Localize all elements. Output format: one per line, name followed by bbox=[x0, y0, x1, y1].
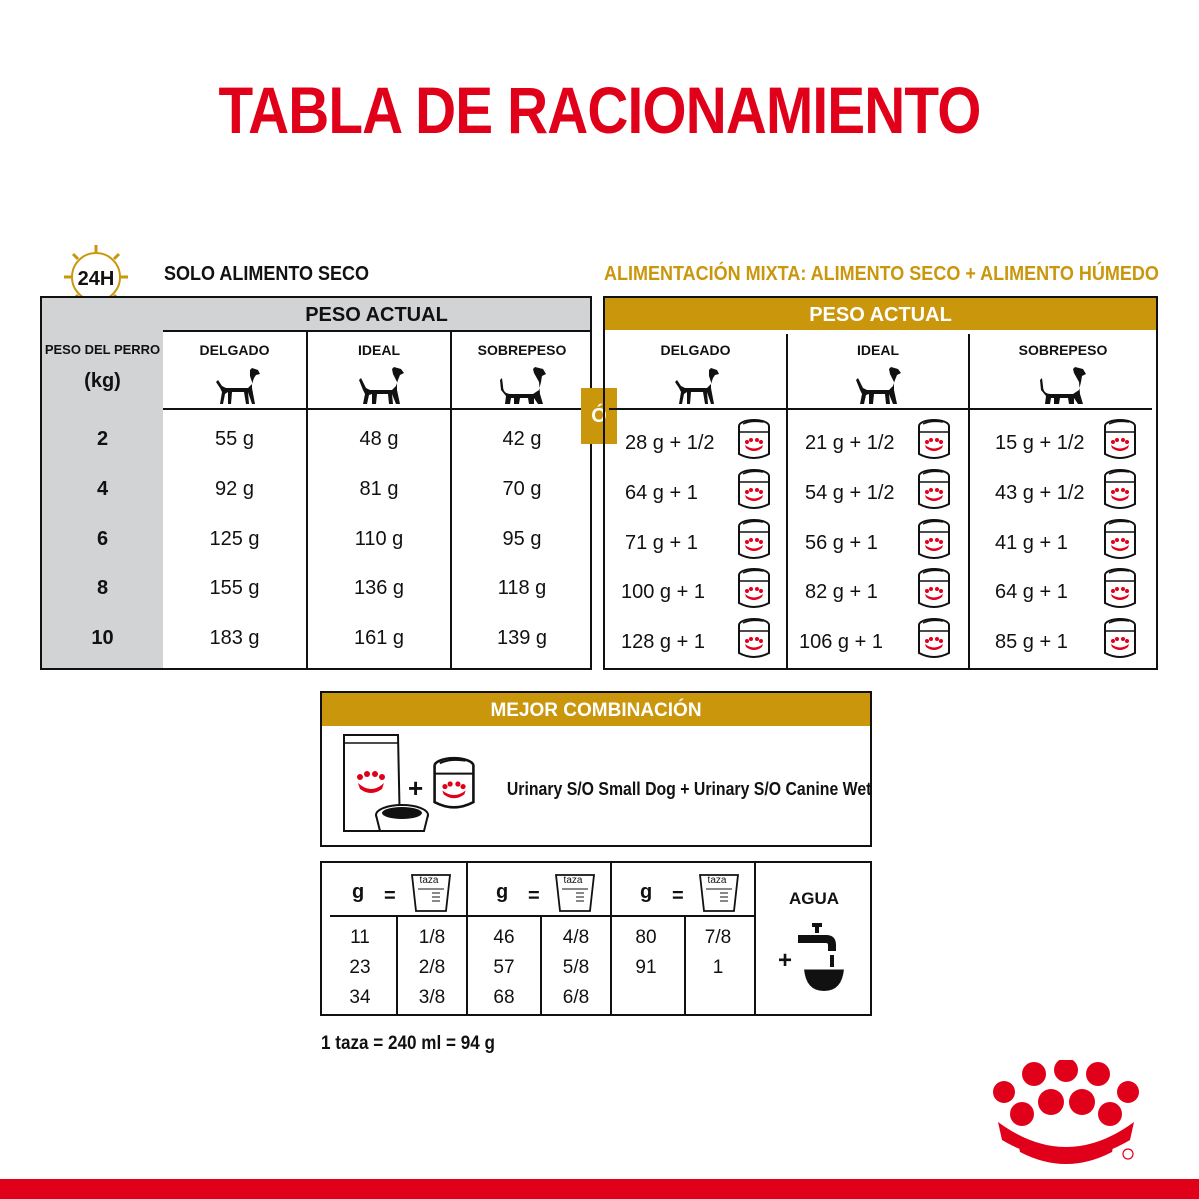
dry-value: 55 g bbox=[215, 428, 254, 450]
dry-value: 155 g bbox=[209, 577, 260, 599]
weight-kg: 8 bbox=[96, 577, 109, 599]
overweight-dog-icon bbox=[497, 364, 549, 406]
cup-conversion-table bbox=[320, 861, 872, 1016]
mixed-food-table bbox=[603, 296, 1158, 670]
dry-value: 183 g bbox=[209, 627, 260, 649]
dry-heading: SOLO ALIMENTO SECO bbox=[164, 263, 370, 285]
mixed-value: 43 g + 1/2 bbox=[995, 482, 1085, 504]
dry-food-table bbox=[40, 296, 592, 670]
wet-can-icon bbox=[737, 518, 771, 562]
mixed-value: 15 g + 1/2 bbox=[995, 432, 1085, 454]
cups-value: 4/8 bbox=[562, 927, 590, 948]
wet-can-icon bbox=[1103, 468, 1137, 512]
grams-value: 68 bbox=[493, 987, 515, 1008]
wet-can-icon bbox=[432, 755, 476, 813]
cups-value: 6/8 bbox=[562, 987, 590, 1008]
dry-value: 125 g bbox=[209, 528, 260, 550]
wet-can-icon bbox=[917, 617, 951, 661]
dry-value: 110 g bbox=[354, 528, 404, 550]
grams-label: g bbox=[352, 881, 365, 903]
mixed-value: 100 g + 1 bbox=[621, 581, 705, 603]
mixed-value: 64 g + 1 bbox=[625, 482, 698, 504]
dry-header: PESO ACTUAL bbox=[163, 298, 590, 330]
mixed-value: 28 g + 1/2 bbox=[625, 432, 715, 454]
mixed-value: 64 g + 1 bbox=[995, 581, 1068, 603]
combo-product-text: Urinary S/O Small Dog + Urinary S/O Canine Wet bbox=[506, 779, 872, 799]
cups-value: 5/8 bbox=[562, 957, 590, 978]
wet-can-icon bbox=[1103, 418, 1137, 462]
grams-value: 34 bbox=[349, 987, 371, 1008]
grams-value: 11 bbox=[350, 927, 370, 948]
ideal-dog-icon bbox=[356, 364, 406, 406]
dry-value: 136 g bbox=[353, 577, 405, 599]
dry-value: 139 g bbox=[496, 627, 548, 649]
overweight-dog-icon bbox=[1037, 364, 1089, 406]
weight-kg: 2 bbox=[96, 428, 109, 450]
dry-value: 95 g bbox=[502, 528, 542, 550]
dry-col-ideal: IDEAL bbox=[358, 342, 400, 358]
grams-value: 23 bbox=[349, 957, 371, 978]
clock-label: 24H bbox=[77, 268, 115, 290]
dry-value: 70 g bbox=[502, 478, 542, 500]
dry-value: 118 g bbox=[497, 577, 547, 599]
wet-can-icon bbox=[737, 617, 771, 661]
mixed-heading: ALIMENTACIÓN MIXTA: ALIMENTO SECO + ALIMENTO HÚMEDO bbox=[604, 263, 1159, 285]
mixed-value: 85 g + 1 bbox=[995, 631, 1068, 653]
mixed-col-ideal: IDEAL bbox=[857, 342, 899, 358]
brand-crown-logo bbox=[984, 1060, 1144, 1176]
cups-value: 1 bbox=[712, 957, 724, 978]
combo-header: MEJOR COMBINACIÓN bbox=[322, 693, 870, 726]
mixed-header: PESO ACTUAL bbox=[605, 298, 1156, 330]
water-tap-icon bbox=[796, 921, 850, 997]
grams-label: g bbox=[640, 881, 653, 903]
mixed-col-sobrepeso: SOBREPESO bbox=[1018, 342, 1108, 358]
or-badge: Ó bbox=[581, 388, 617, 444]
wet-can-icon bbox=[917, 567, 951, 611]
grams-value: 80 bbox=[635, 927, 657, 948]
wet-can-icon bbox=[917, 468, 951, 512]
wet-can-icon bbox=[1103, 567, 1137, 611]
page-title: TABLA DE RACIONAMIENTO bbox=[218, 73, 981, 147]
mixed-col-delgado: DELGADO bbox=[660, 342, 731, 358]
wet-can-icon bbox=[1103, 617, 1137, 661]
best-combination-box bbox=[320, 691, 872, 847]
dry-value: 92 g bbox=[215, 478, 254, 500]
mixed-value: 71 g + 1 bbox=[625, 532, 698, 554]
wet-can-icon bbox=[737, 418, 771, 462]
plus-sign: + bbox=[408, 773, 424, 803]
wet-can-icon bbox=[737, 468, 771, 512]
wet-can-icon bbox=[917, 518, 951, 562]
thin-dog-icon bbox=[671, 364, 721, 406]
footer-red-bar bbox=[0, 1179, 1199, 1199]
wet-can-icon bbox=[917, 418, 951, 462]
dry-value: 48 g bbox=[359, 428, 399, 450]
mixed-value: 41 g + 1 bbox=[995, 532, 1068, 554]
dry-col-delgado: DELGADO bbox=[199, 342, 270, 358]
equals-sign: = bbox=[672, 885, 684, 907]
dry-col-sobrepeso: SOBREPESO bbox=[477, 342, 567, 358]
mixed-value: 128 g + 1 bbox=[621, 631, 705, 653]
cups-value: 3/8 bbox=[418, 987, 446, 1008]
cup-footnote: 1 taza = 240 ml = 94 g bbox=[321, 1033, 495, 1054]
equals-sign: = bbox=[528, 885, 540, 907]
grams-value: 57 bbox=[493, 957, 515, 978]
mixed-value: 54 g + 1/2 bbox=[805, 482, 895, 504]
grams-label: g bbox=[496, 881, 509, 903]
wet-can-icon bbox=[1103, 518, 1137, 562]
thin-dog-icon bbox=[212, 364, 262, 406]
equals-sign: = bbox=[384, 885, 396, 907]
wet-can-icon bbox=[737, 567, 771, 611]
dry-value: 81 g bbox=[359, 478, 399, 500]
mixed-value: 21 g + 1/2 bbox=[805, 432, 895, 454]
ideal-dog-icon bbox=[853, 364, 903, 406]
plus-sign: + bbox=[778, 947, 793, 974]
grams-value: 46 bbox=[493, 927, 515, 948]
weight-label: PESO DEL PERRO bbox=[44, 342, 161, 357]
water-label: AGUA bbox=[788, 889, 840, 908]
mixed-value: 82 g + 1 bbox=[805, 581, 878, 603]
cup-icon: taza bbox=[554, 873, 596, 913]
grams-value: 91 bbox=[635, 957, 657, 978]
weight-kg: 6 bbox=[96, 528, 109, 550]
dry-value: 42 g bbox=[502, 428, 542, 450]
cups-value: 1/8 bbox=[418, 927, 446, 948]
cup-icon: taza bbox=[698, 873, 740, 913]
cups-value: 2/8 bbox=[418, 957, 446, 978]
cups-value: 7/8 bbox=[704, 927, 732, 948]
mixed-value: 56 g + 1 bbox=[805, 532, 878, 554]
mixed-value: 106 g + 1 bbox=[799, 631, 883, 653]
weight-kg: 10 bbox=[91, 627, 114, 649]
dry-value: 161 g bbox=[353, 627, 405, 649]
cup-icon: taza bbox=[410, 873, 452, 913]
weight-kg: 4 bbox=[96, 478, 109, 500]
weight-unit: (kg) bbox=[84, 370, 121, 392]
